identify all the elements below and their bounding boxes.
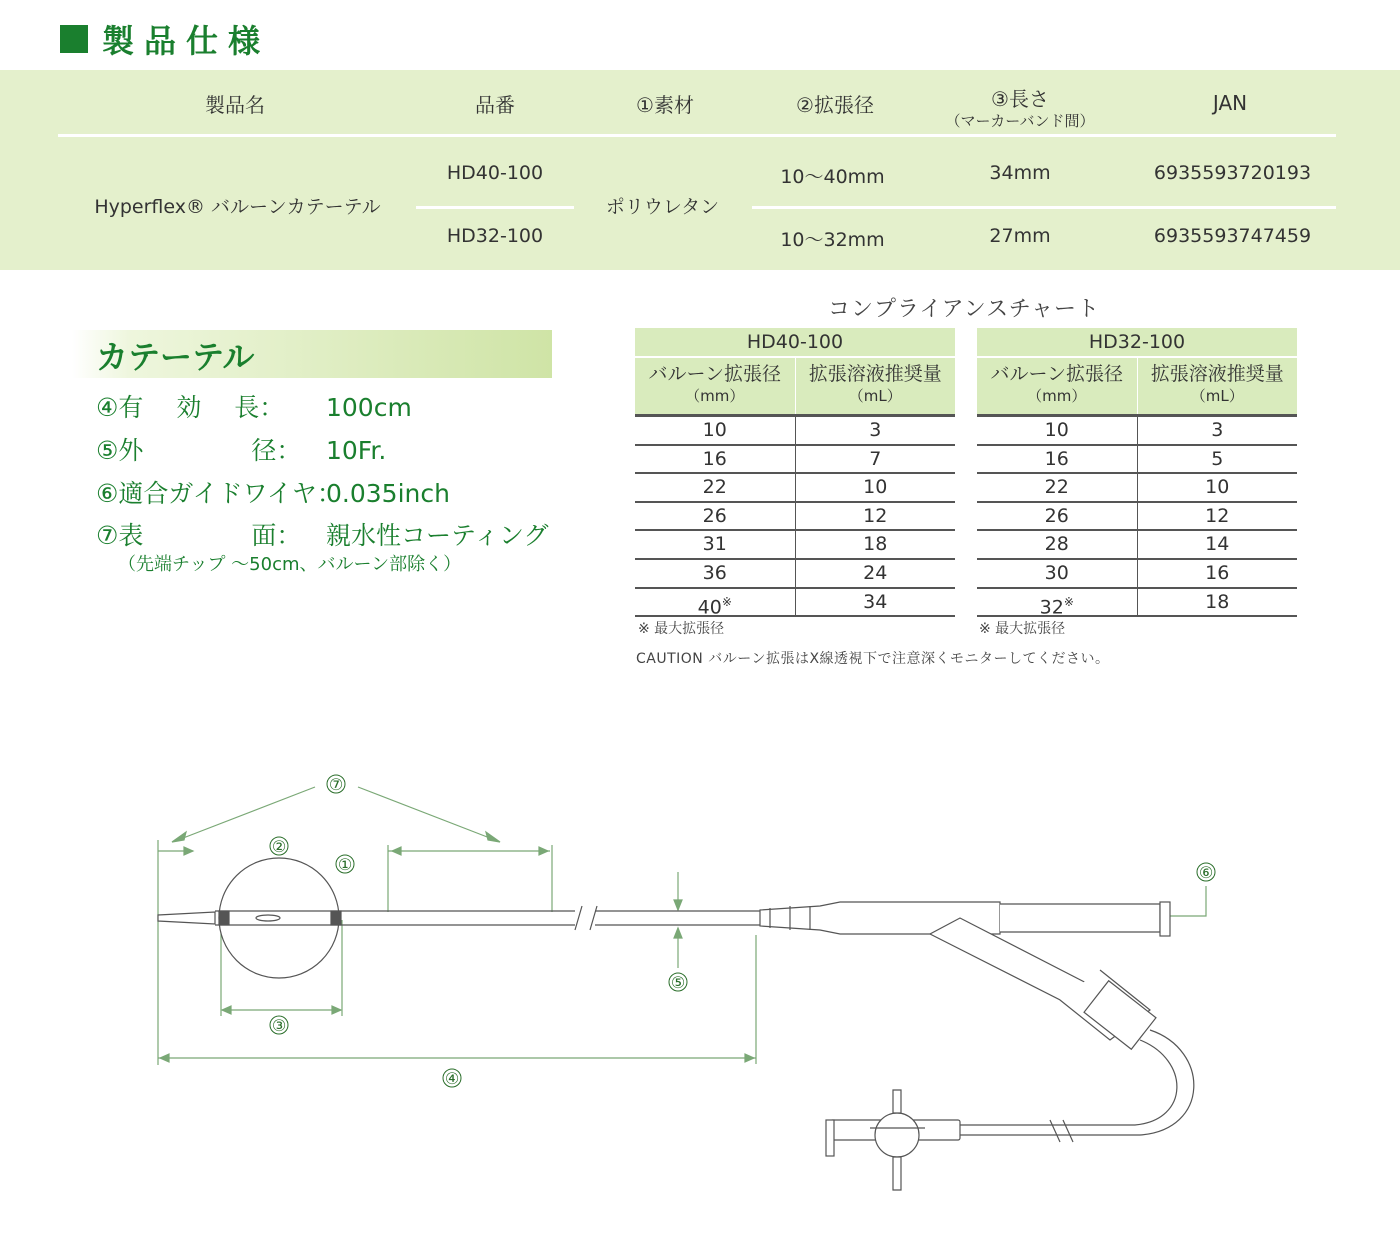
cell-volume: 3 — [869, 419, 882, 441]
catheter-row-label: ④有 効 長： — [96, 393, 285, 422]
catheter-row-label: ⑦表 面： — [96, 521, 302, 550]
catheter-row-surface — [96, 516, 549, 552]
compliance-note-hd32: ※ 最大拡張径 — [979, 621, 1066, 637]
row2-code: HD32-100 — [446, 225, 544, 247]
max-mark: ※ — [1063, 594, 1074, 609]
header-product-name: 製品名 — [205, 92, 265, 117]
cell-diameter: 31 — [635, 531, 796, 558]
table-row — [635, 589, 955, 618]
compliance-header-row — [977, 356, 1297, 417]
compliance-table-hd32 — [977, 328, 1297, 617]
compliance-model: HD32-100 — [977, 328, 1297, 356]
cell-diameter: 16 — [635, 446, 796, 473]
row-divider-values — [752, 206, 1336, 209]
table-row — [977, 446, 1297, 475]
label-4: ④ — [444, 1069, 460, 1088]
header-length-sub: （マーカーバンド間） — [945, 112, 1095, 130]
compliance-col1-header: バルーン拡張径 （mm） — [977, 358, 1138, 414]
row2-diameter: 10〜32mm — [780, 229, 885, 251]
header-diameter: ②拡張径 — [796, 92, 874, 117]
table-row — [977, 417, 1297, 446]
row2-length: 27mm — [989, 225, 1051, 247]
catheter-diagram — [0, 760, 1400, 1230]
cell-volume: 18 — [1205, 590, 1230, 613]
cell-diameter: 30 — [977, 560, 1138, 587]
header-length-main: ③長さ — [991, 87, 1049, 111]
cell-volume: 34 — [863, 590, 888, 613]
label-5: ⑤ — [670, 973, 686, 992]
catheter-row-diameter — [96, 431, 386, 467]
cell-diameter: 10 — [977, 417, 1138, 444]
catheter-row-label: ⑤外 径： — [96, 436, 302, 465]
table-row — [635, 531, 955, 560]
cell-volume: 3 — [1211, 419, 1224, 441]
catheter-row-value: 親水性コーティング — [326, 521, 549, 550]
section-title-text: 製品仕様 — [102, 22, 271, 60]
catheter-row-label: ⑥適合ガイドワイヤ： — [96, 479, 342, 508]
cell-volume: 7 — [869, 447, 882, 470]
row1-diameter: 10〜40mm — [780, 166, 885, 188]
header-divider — [58, 134, 1336, 137]
cell-volume: 18 — [863, 533, 888, 556]
compliance-model: HD40-100 — [635, 328, 955, 356]
row1-jan: 6935593720193 — [1153, 162, 1312, 184]
catheter-row-value: 10Fr. — [326, 436, 387, 465]
cell-diameter: 40※ — [635, 589, 796, 616]
cell-diameter: 22 — [635, 474, 796, 501]
compliance-col2-header: 拡張溶液推奨量 （mL） — [1150, 363, 1284, 405]
cell-diameter: 10 — [635, 417, 796, 444]
spec-table — [0, 70, 1400, 270]
header-length — [920, 74, 1120, 140]
compliance-table-hd40 — [635, 328, 955, 617]
catheter-banner — [72, 330, 552, 378]
cell-diameter: 36 — [635, 560, 796, 587]
cell-volume: 14 — [1205, 533, 1230, 556]
cell-diameter: 28 — [977, 531, 1138, 558]
catheter-row-value: 0.035inch — [326, 479, 450, 508]
compliance-note-hd40: ※ 最大拡張径 — [638, 621, 725, 637]
max-mark: ※ — [721, 594, 732, 609]
cell-diameter: 32※ — [977, 589, 1138, 616]
label-1: ① — [337, 855, 353, 874]
compliance-col1-header: バルーン拡張径 （mm） — [635, 358, 796, 414]
cell-volume: 5 — [1211, 447, 1224, 470]
cell-volume: 12 — [1205, 504, 1230, 527]
table-row — [635, 474, 955, 503]
caution-text: CAUTION バルーン拡張はX線透視下で注意深くモニターしてください。 — [636, 651, 1110, 667]
catheter-row-length — [96, 388, 412, 424]
catheter-row-guidewire — [96, 474, 450, 510]
cell-volume: 24 — [863, 561, 888, 584]
table-row — [635, 503, 955, 532]
table-row — [635, 446, 955, 475]
cell-volume: 12 — [863, 504, 888, 527]
label-2: ② — [271, 837, 287, 856]
catheter-row-value: 100cm — [326, 393, 412, 422]
table-row — [977, 503, 1297, 532]
table-row — [635, 560, 955, 589]
row1-code: HD40-100 — [446, 162, 544, 184]
label-6: ⑥ — [1198, 863, 1214, 882]
row1-length: 34mm — [989, 162, 1051, 184]
compliance-title: コンプライアンスチャート — [828, 297, 1101, 322]
table-row — [977, 474, 1297, 503]
cell-volume: 16 — [1205, 561, 1230, 584]
row-divider-code — [416, 206, 574, 209]
header-code: 品番 — [475, 92, 515, 117]
square-bullet-icon — [60, 25, 88, 53]
table-row — [977, 560, 1297, 589]
cell-diameter: 22 — [977, 474, 1138, 501]
cell-volume: 10 — [1205, 476, 1230, 499]
catheter-drawing — [158, 858, 1194, 1190]
section-title — [60, 14, 270, 64]
material-value: ポリウレタン — [605, 196, 720, 218]
product-name: Hyperflex® バルーンカテーテル — [94, 196, 381, 218]
label-7: ⑦ — [328, 775, 344, 794]
compliance-header-row — [635, 356, 955, 417]
table-row — [635, 417, 955, 446]
catheter-title: カテーテル — [96, 338, 255, 376]
table-row — [977, 589, 1297, 618]
row2-jan: 6935593747459 — [1153, 225, 1312, 247]
compliance-col2-header: 拡張溶液推奨量 （mL） — [808, 363, 942, 405]
header-jan: JAN — [1212, 91, 1248, 115]
header-material: ①素材 — [636, 92, 694, 117]
cell-diameter: 26 — [977, 503, 1138, 530]
label-3: ③ — [271, 1016, 287, 1035]
cell-diameter: 16 — [977, 446, 1138, 473]
cell-volume: 10 — [863, 476, 888, 499]
table-row — [977, 531, 1297, 560]
catheter-note: （先端チップ ～50cm、バルーン部除く） — [118, 554, 462, 575]
cell-diameter: 26 — [635, 503, 796, 530]
